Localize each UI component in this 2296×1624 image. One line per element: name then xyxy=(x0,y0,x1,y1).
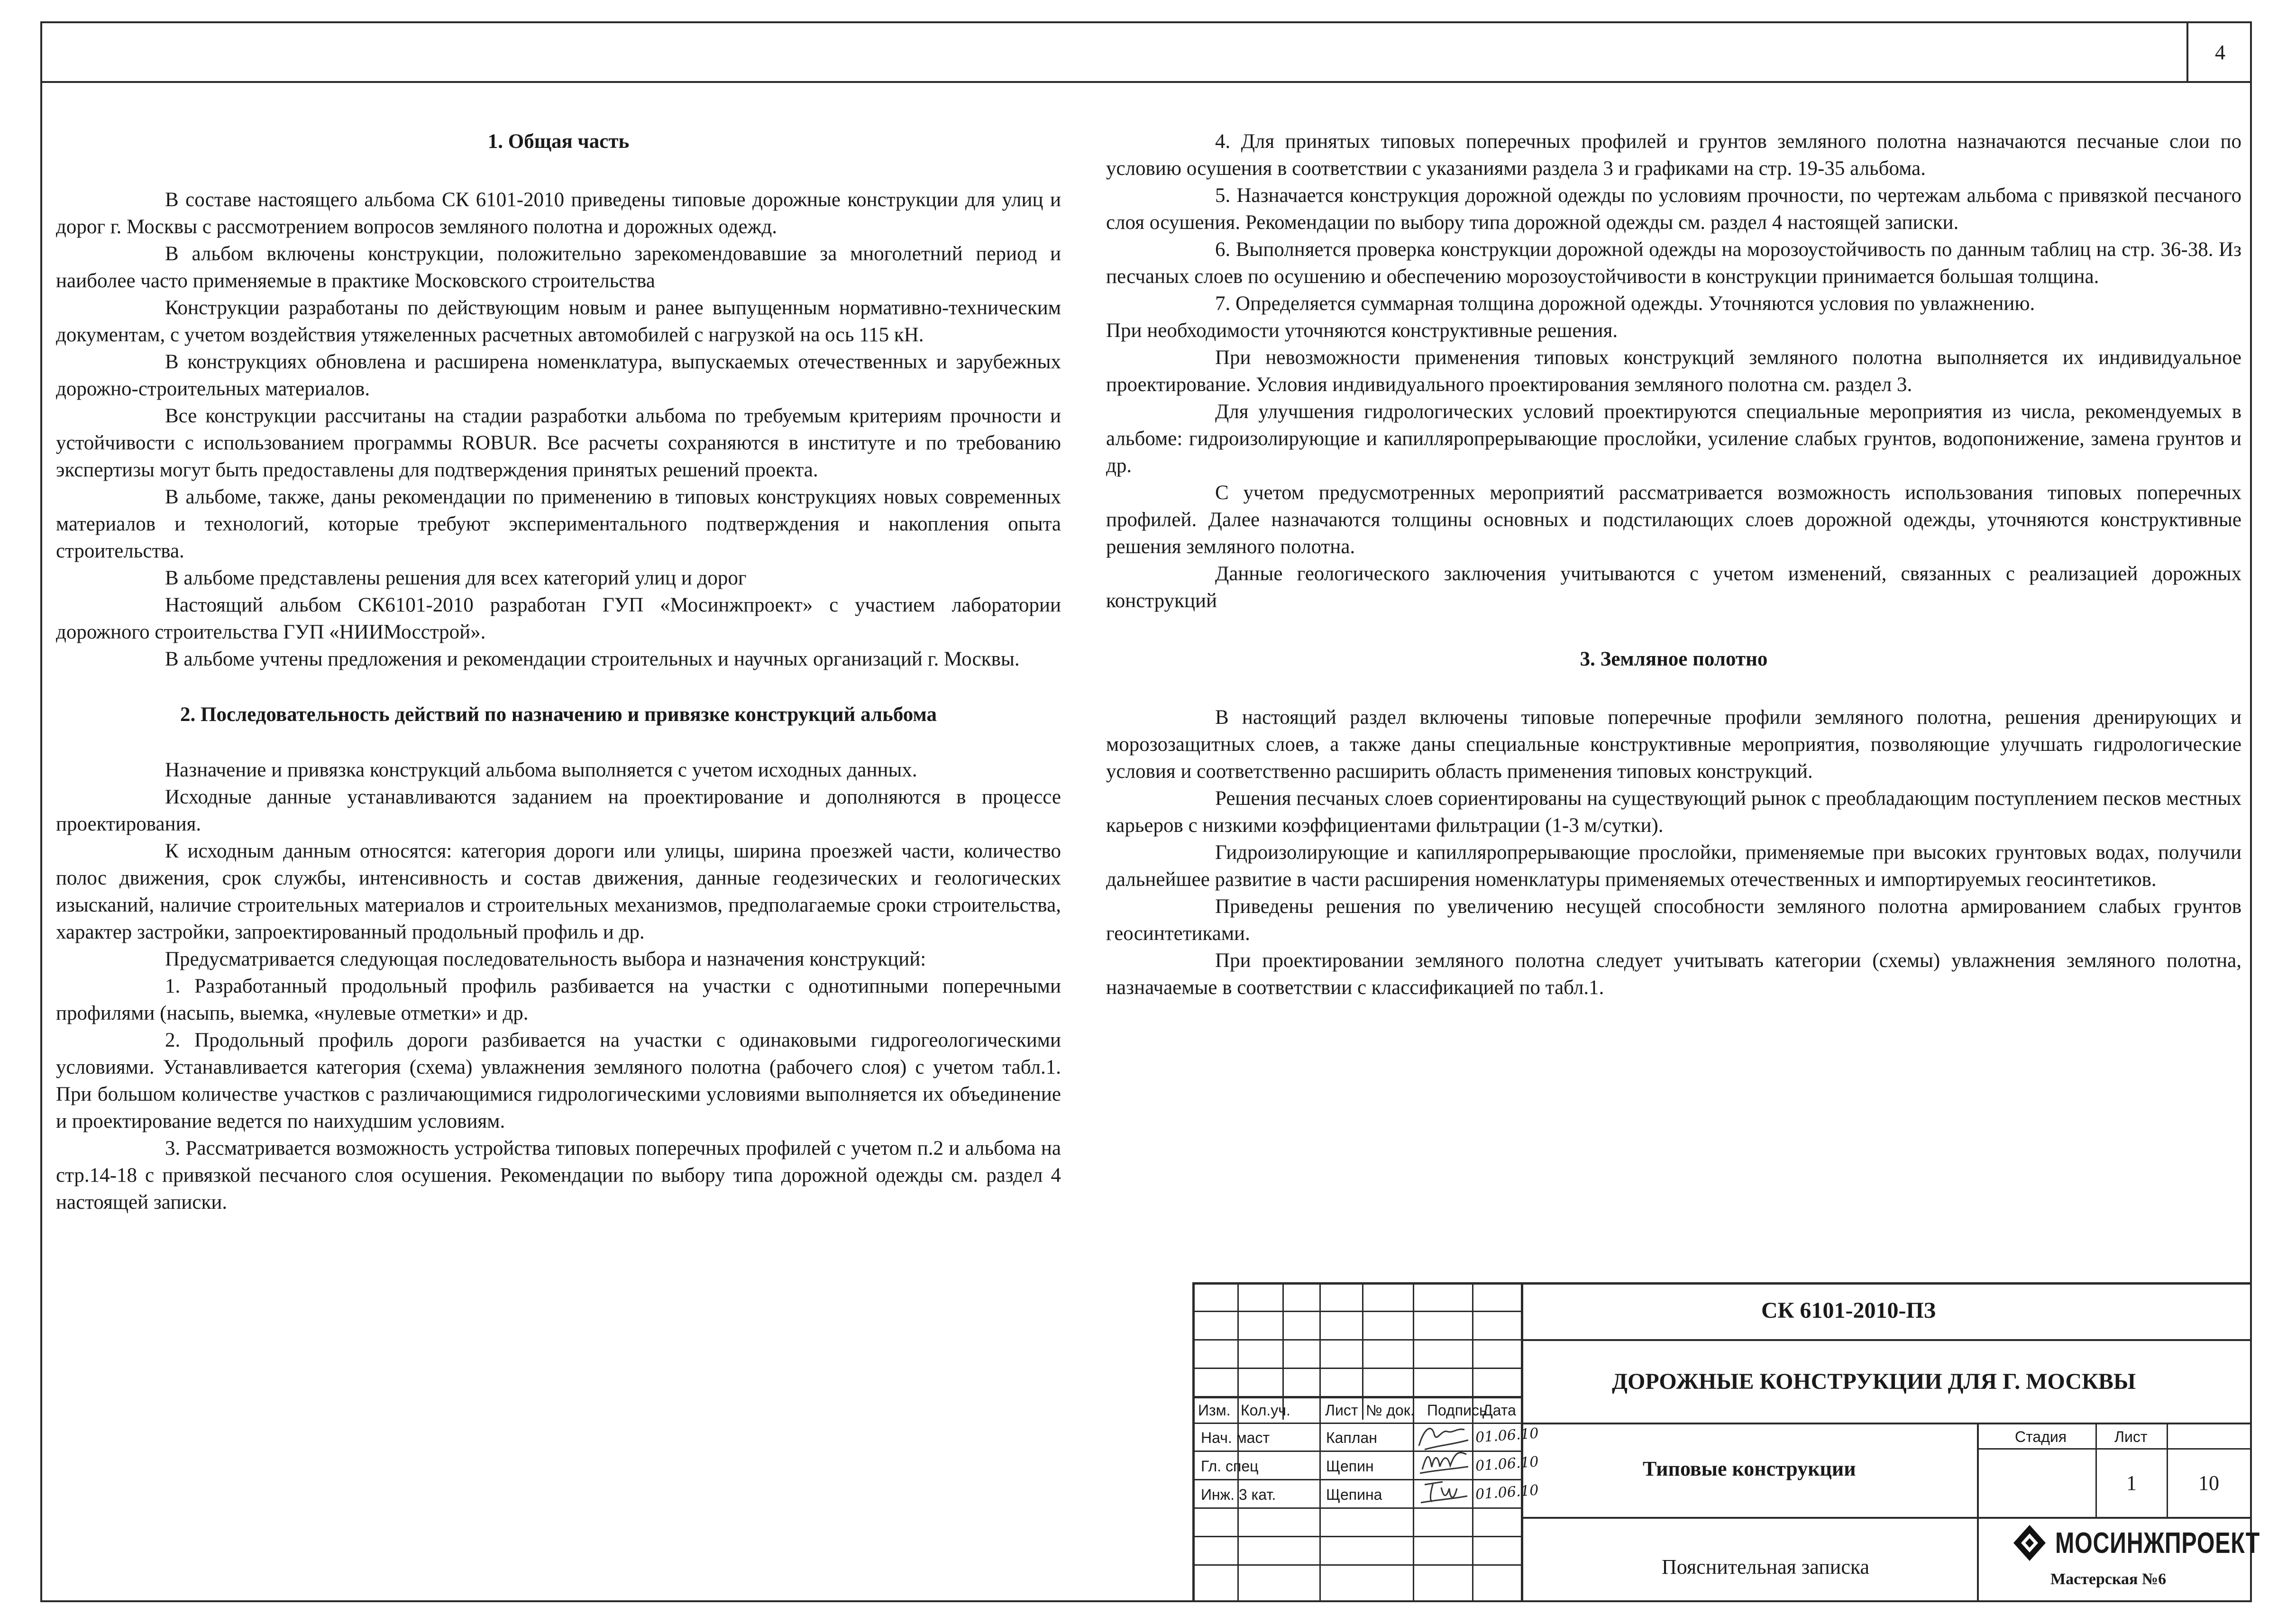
stage-label: Стадия xyxy=(2015,1428,2067,1445)
paragraph: Гидроизолирующие и капилляропрерывающие прослойки, применяемые при высоких грунтовых водах, получили дальнейшее развитие в части расширения номенклатуры применяемых отечественных и импортируемых геосинтетиков. xyxy=(1106,841,2241,891)
list-item: 6. Выполняется проверка конструкции дорожной одежды на морозоустойчивость по данным таблиц на стр. 36-38. Из песчаных слоев по осушению и обеспечению морозоустойчивости в конструкции принимается большая толщина. xyxy=(1106,238,2241,288)
sheet-label: Лист xyxy=(2114,1428,2148,1445)
section-heading: 3. Земляное полотно xyxy=(1580,648,1768,670)
mosinzhproekt-logo-icon xyxy=(2012,1524,2047,1562)
paragraph: При проектировании земляного полотна следует учитывать категории (схемы) увлажнения земляного полотна, назначаемые в соответствии с классификацией по табл.1. xyxy=(1106,949,2241,999)
workshop-name: Мастерская №6 xyxy=(2050,1570,2167,1588)
row-role: Гл. спец xyxy=(1201,1458,1259,1475)
paragraph: Все конструкции рассчитаны на стадии разработки альбома по требуемым критериям прочности и устойчивости с использованием программы ROBUR. Все расчеты сохраняются в институте и по требованию экспертизы могут быть предоставлены для подтверждения принятых решений проекта. xyxy=(56,405,1061,481)
paragraph: В альбоме представлены решения для всех категорий улиц и дорог xyxy=(165,567,747,589)
paragraph: В составе настоящего альбома СК 6101-2010 приведены типовые дорожные конструкции для улиц и дорог г. Москвы с рассмотрением вопросов земляного полотна и дорожных одежд. xyxy=(56,189,1061,238)
header-n-dok: № док. xyxy=(1366,1402,1415,1419)
sheets-value: 10 xyxy=(2198,1471,2219,1495)
paragraph: Предусматривается следующая последовательность выбора и назначения конструкций: xyxy=(165,948,926,970)
section-heading: 1. Общая часть xyxy=(487,130,630,153)
paragraph: Для улучшения гидрологических условий проектируются специальные мероприятия из числа, рекомендуемых в альбоме: гидроизолирующие и капилляропрерывающие прослойки, усиление слабых грунтов, водопонижение, замена грунтов и др. xyxy=(1106,401,2241,477)
document-type: Пояснительная записка xyxy=(1662,1555,1870,1578)
left-column xyxy=(56,128,1061,1216)
paragraph: В настоящий раздел включены типовые поперечные профили земляного полотна, решения дренирующих и морозозащитных слоев, а также даны специальные конструктивные мероприятия, позволяющие улучшать гидрологические условия и соответственно расширить область применения типовых конструкций. xyxy=(1106,706,2241,783)
list-item: 4. Для принятых типовых поперечных профилей и грунтов земляного полотна назначаются песчаные слои по условию осушения в соответствии с указаниями раздела 3 и графиками на стр. 19-35 альбома. xyxy=(1106,130,2241,180)
document-code: СК 6101-2010-ПЗ xyxy=(1761,1298,1936,1323)
row-name: Щепин xyxy=(1326,1458,1374,1475)
paragraph: С учетом предусмотренных мероприятий рассматривается возможность использования типовых поперечных профилей. Далее назначаются толщины основных и подстилающих слоев дорожной одежды, уточняются конструктивные решения земляного полотна. xyxy=(1106,482,2241,558)
row-role: Нач. маст xyxy=(1201,1429,1270,1446)
top-stamp-strip xyxy=(40,21,2252,83)
section-heading: 2. Последовательность действий по назначению и привязке конструкций альбома xyxy=(180,703,937,726)
paragraph: К исходным данным относятся: категория дороги или улицы, ширина проезжей части, количество полос движения, срок службы, интенсивность и состав движения, данные геодезических и геологических изысканий, наличие строительных материалов и строительных механизмов, предполагаемые сроки строительства, характер застройки, запроектированный продольный профиль и др. xyxy=(56,840,1061,943)
paragraph: В альбоме, также, даны рекомендации по применению в типовых конструкциях новых современных материалов и технологий, которые требуют экспериментального подтверждения и накопления опыта строительства. xyxy=(56,486,1061,562)
paragraph: В альбоме учтены предложения и рекомендации строительных и научных организаций г. Москвы. xyxy=(165,648,1020,670)
header-izm: Изм. xyxy=(1198,1402,1231,1419)
row-date: 01.06.10 xyxy=(1474,1425,1539,1446)
document-title: ДОРОЖНЫЕ КОНСТРУКЦИИ ДЛЯ Г. МОСКВЫ xyxy=(1612,1369,2136,1394)
row-date: 01.06.10 xyxy=(1474,1453,1539,1475)
row-date: 01.06.10 xyxy=(1474,1482,1539,1503)
row-name: Каплан xyxy=(1326,1429,1377,1446)
paragraph: При невозможности применения типовых конструкций земляного полотна выполняется их индивидуальное проектирование. Условия индивидуального проектирования земляного полотна см. раздел 3. xyxy=(1106,347,2241,396)
paragraph: В конструкциях обновлена и расширена номенклатура, выпускаемых отечественных и зарубежных дорожно-строительных материалов. xyxy=(56,351,1061,400)
paragraph: При необходимости уточняются конструктивные решения. xyxy=(1106,319,1618,342)
paragraph: Данные геологического заключения учитываются с учетом изменений, связанных с реализацией дорожных конструкций xyxy=(1106,563,2241,612)
header-data: Дата xyxy=(1482,1402,1516,1419)
page-number: 4 xyxy=(2186,21,2252,83)
paragraph: Назначение и привязка конструкций альбома выполняется с учетом исходных данных. xyxy=(165,759,917,781)
paragraph: Решения песчаных слоев сориентированы на существующий рынок с преобладающим поступлением песков местных карьеров с низкими коэффициентами фильтрации (1-3 м/сутки). xyxy=(1106,787,2241,837)
paragraph: Приведены решения по увеличению несущей способности земляного полотна армированием слабых грунтов геосинтетиками. xyxy=(1106,895,2241,945)
sheet-value: 1 xyxy=(2126,1471,2137,1495)
title-block xyxy=(1192,1282,2260,1602)
company-logo xyxy=(2012,1524,2296,1562)
header-list: Лист xyxy=(1325,1402,1358,1419)
company-name: МОСИНЖПРОЕКТ xyxy=(2055,1526,2260,1560)
paragraph: 3. Рассматривается возможность устройства типовых поперечных профилей с учетом п.2 и альбома на стр.14-18 с привязкой песчаного слоя осушения. Рекомендации по выбору типа дорожной одежды см. раздел 4 настоящей записки. xyxy=(56,1137,1061,1213)
paragraph: В альбом включены конструкции, положительно зарекомендовавшие за многолетний период и наиболее часто применяемые в практике Московского строительства xyxy=(56,243,1061,292)
paragraph: Исходные данные устанавливаются заданием на проектирование и дополняются в процессе проектирования. xyxy=(56,786,1061,835)
header-kol-uch: Кол.уч. xyxy=(1241,1402,1290,1419)
list-item: 7. Определяется суммарная толщина дорожной одежды. Уточняются условия по увлажнению. xyxy=(1215,292,2035,315)
row-role: Инж. 3 кат. xyxy=(1201,1486,1276,1503)
list-item: 5. Назначается конструкция дорожной одежды по условиям прочности, по чертежам альбома с привязкой песчаного слоя осушения. Рекомендации по выбору типа дорожной одежды см. раздел 4 настоящей записки. xyxy=(1106,184,2241,234)
paragraph: 2. Продольный профиль дороги разбивается на участки с одинаковыми гидрогеологическими условиями. Устанавливается категория (схема) увлажнения земляного полотна (рабочего слоя) с учетом табл.1. При большом количестве участков с различающимися гидрологическими условиями выполняется их объединение и проектирование ведется по наихудшим условиям. xyxy=(56,1029,1061,1132)
paragraph: Настоящий альбом СК6101-2010 разработан ГУП «Мосинжпроект» с участием лаборатории дорожного строительства ГУП «НИИМосстрой». xyxy=(56,594,1061,643)
paragraph: Конструкции разработаны по действующим новым и ранее выпущенным нормативно-техническим документам, с учетом воздействия утяжеленных расчетных автомобилей с нагрузкой на ось 115 кН. xyxy=(56,297,1061,346)
signature-image xyxy=(1415,1474,1472,1507)
section-title: Типовые конструкции xyxy=(1643,1457,1856,1480)
right-column xyxy=(1106,128,2241,1001)
header-podpis: Подпись xyxy=(1427,1402,1487,1419)
row-name: Щепина xyxy=(1326,1486,1382,1503)
paragraph: 1. Разработанный продольный профиль разбивается на участки с однотипными поперечными профилями (насыпь, выемка, «нулевые отметки» и др. xyxy=(56,975,1061,1024)
